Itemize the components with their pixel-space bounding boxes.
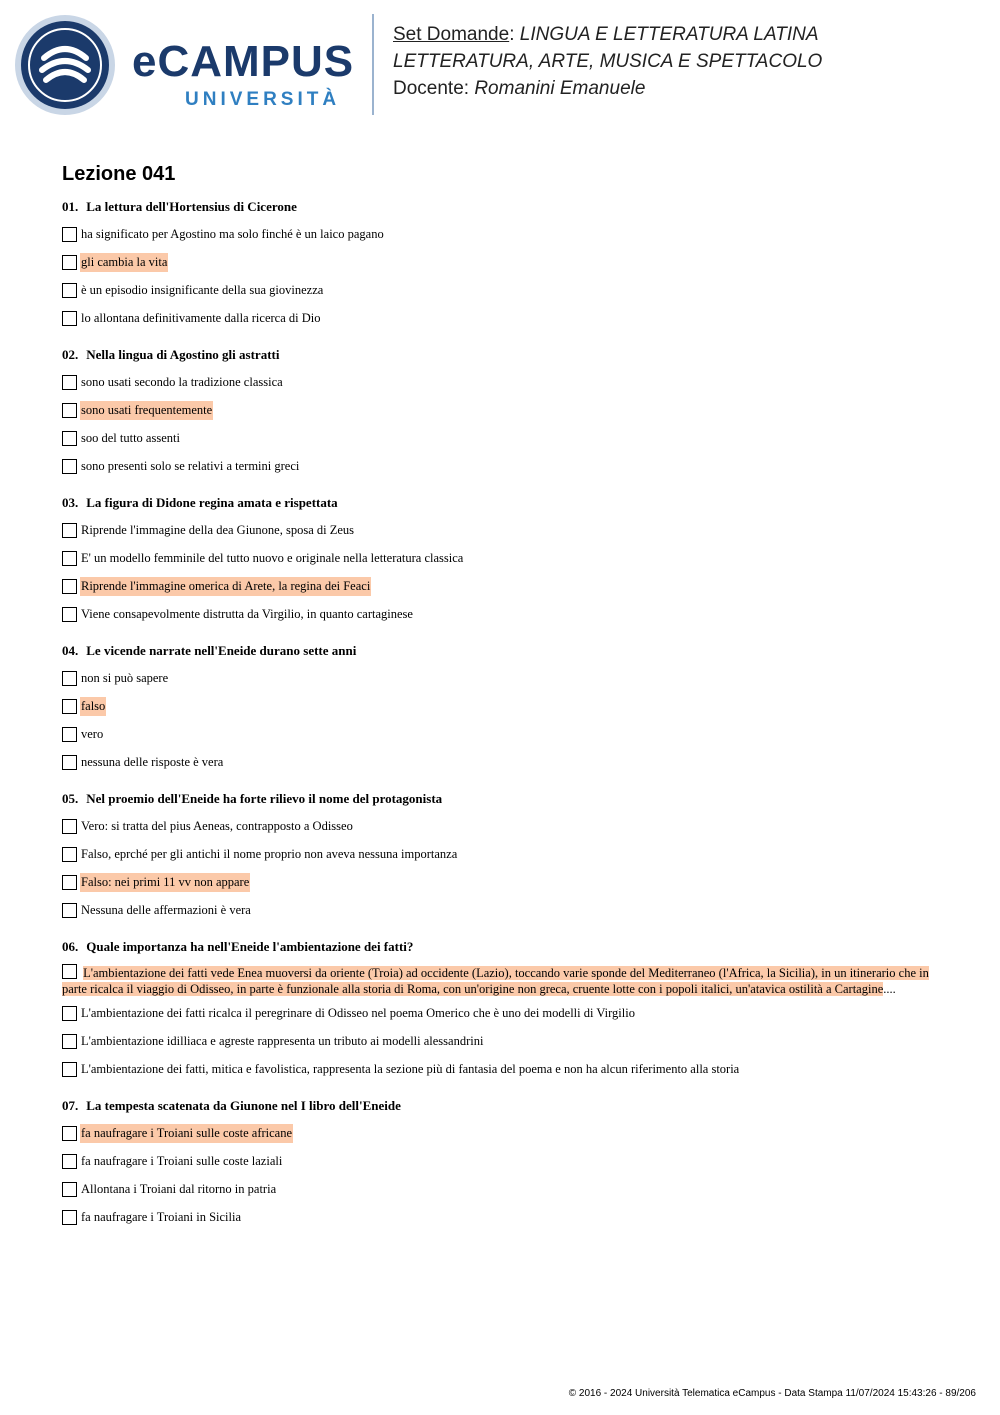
answer-option-correct[interactable]: [62, 252, 932, 272]
set-label: Set Domande: [393, 24, 510, 45]
answer-option[interactable]: [62, 752, 932, 772]
answer-option[interactable]: [62, 372, 932, 392]
answer-text: L'ambientazione dei fatti ricalca il peregrinare di Odisseo nel poema Omerico che è uno dei modelli di Virgilio: [81, 1005, 635, 1020]
answer-text: sono usati secondo la tradizione classica: [81, 374, 283, 389]
page-header: [0, 0, 1000, 130]
question-number: 04.: [62, 643, 79, 658]
answer-text: Vero: si tratta del pius Aeneas, contrapposto a Odisseo: [81, 818, 353, 833]
checkbox[interactable]: [62, 1126, 77, 1141]
answer-text: vero: [81, 726, 104, 741]
answer-option[interactable]: [62, 308, 932, 328]
answer-option[interactable]: [62, 816, 932, 836]
answer-option[interactable]: [62, 724, 932, 744]
answer-text: Allontana i Troiani dal ritorno in patria: [81, 1181, 277, 1196]
answer-text: falso: [80, 697, 106, 716]
checkbox[interactable]: [62, 903, 77, 918]
checkbox[interactable]: [62, 1034, 77, 1049]
logo-subtitle: UNIVERSITÀ: [185, 89, 341, 110]
checkbox[interactable]: [62, 671, 77, 686]
answer-text: fa naufragare i Troiani sulle coste laziali: [81, 1153, 283, 1168]
checkbox[interactable]: [62, 1210, 77, 1225]
answer-text: E' un modello femminile del tutto nuovo e originale nella letteratura classica: [81, 550, 464, 565]
checkbox[interactable]: [62, 607, 77, 622]
checkbox[interactable]: [62, 255, 77, 270]
checkbox[interactable]: [62, 523, 77, 538]
set-value-line2: LETTERATURA, ARTE, MUSICA E SPETTACOLO: [393, 51, 823, 72]
answer-option[interactable]: [62, 548, 932, 568]
answer-text: L'ambientazione dei fatti, mitica e favolistica, rappresenta la sezione più di fantasia del poema e non ha alcun riferimento alla storia: [81, 1061, 740, 1076]
answer-text: L'ambientazione idilliaca e agreste rappresenta un tributo ai modelli alessandrini: [81, 1033, 484, 1048]
question: [62, 345, 932, 476]
answer-text: Viene consapevolmente distrutta da Virgilio, in quanto cartaginese: [81, 606, 413, 621]
question-number: 05.: [62, 791, 79, 806]
checkbox[interactable]: [62, 551, 77, 566]
answer-option[interactable]: [62, 1151, 932, 1171]
answer-option-correct[interactable]: [62, 964, 932, 997]
checkbox[interactable]: [62, 311, 77, 326]
answer-text: Riprende l'immagine omerica di Arete, la regina dei Feaci: [80, 577, 371, 596]
answer-option[interactable]: [62, 224, 932, 244]
ecampus-logo-icon: [14, 14, 116, 116]
answer-ellipsis: ....: [883, 982, 896, 996]
answer-text: Falso: nei primi 11 vv non appare: [80, 873, 250, 892]
question-title: La tempesta scatenata da Giunone nel I libro dell'Eneide: [86, 1098, 401, 1113]
checkbox[interactable]: [62, 727, 77, 742]
checkbox[interactable]: [62, 459, 77, 474]
answer-text: ha significato per Agostino ma solo finché è un laico pagano: [81, 226, 384, 241]
answer-text: nessuna delle risposte è vera: [81, 754, 224, 769]
checkbox[interactable]: [62, 699, 77, 714]
answer-option[interactable]: [62, 844, 932, 864]
question-title: La figura di Didone regina amata e rispettata: [86, 495, 338, 510]
answer-option[interactable]: [62, 1003, 932, 1023]
answer-option-correct[interactable]: [62, 872, 932, 892]
answer-option[interactable]: [62, 1207, 932, 1227]
question-title: Le vicende narrate nell'Eneide durano sette anni: [86, 643, 357, 658]
answer-option[interactable]: [62, 520, 932, 540]
question-number: 06.: [62, 939, 79, 954]
checkbox[interactable]: [62, 1182, 77, 1197]
answer-option[interactable]: [62, 1031, 932, 1051]
docente-value: Romanini Emanuele: [474, 78, 646, 99]
answer-text: sono usati frequentemente: [80, 401, 213, 420]
header-divider: [372, 14, 374, 115]
answer-text: fa naufragare i Troiani in Sicilia: [81, 1209, 242, 1224]
question-title: La lettura dell'Hortensius di Cicerone: [86, 199, 297, 214]
answer-text: soo del tutto assenti: [81, 430, 180, 445]
answer-option[interactable]: [62, 668, 932, 688]
question-title: Quale importanza ha nell'Eneide l'ambientazione dei fatti?: [86, 939, 414, 954]
question: [62, 789, 932, 920]
checkbox[interactable]: [62, 283, 77, 298]
checkbox[interactable]: [62, 1154, 77, 1169]
docente-label: Docente:: [393, 78, 470, 99]
question-number: 07.: [62, 1098, 79, 1113]
answer-text: Nessuna delle affermazioni è vera: [81, 902, 251, 917]
answer-text: fa naufragare i Troiani sulle coste africane: [80, 1124, 293, 1143]
answer-option-correct[interactable]: [62, 400, 932, 420]
question: [62, 493, 932, 624]
lesson-title: Lezione 041: [62, 163, 176, 185]
page-footer: © 2016 - 2024 Università Telematica eCampus - Data Stampa 11/07/2024 15:43:26 - 89/206: [568, 1388, 976, 1399]
checkbox[interactable]: [62, 1062, 77, 1077]
question-title: Nel proemio dell'Eneide ha forte rilievo il nome del protagonista: [86, 791, 443, 806]
question-number: 03.: [62, 495, 79, 510]
checkbox[interactable]: [62, 964, 77, 979]
answer-text: è un episodio insignificante della sua giovinezza: [81, 282, 324, 297]
checkbox[interactable]: [62, 847, 77, 862]
checkbox[interactable]: [62, 579, 77, 594]
answer-option[interactable]: [62, 428, 932, 448]
answer-text: non si può sapere: [81, 670, 169, 685]
answer-option[interactable]: [62, 604, 932, 624]
question: [62, 197, 932, 328]
answer-option-correct[interactable]: [62, 576, 932, 596]
answer-option[interactable]: [62, 280, 932, 300]
answer-option-correct[interactable]: [62, 1123, 932, 1143]
checkbox[interactable]: [62, 227, 77, 242]
question-number: 02.: [62, 347, 79, 362]
questions-list: [62, 197, 932, 1244]
checkbox[interactable]: [62, 819, 77, 834]
question: [62, 1096, 932, 1227]
answer-text: sono presenti solo se relativi a termini greci: [81, 458, 300, 473]
answer-text: L'ambientazione dei fatti vede Enea muoversi da oriente (Troia) ad occidente (Lazio), toccando varie sponde del Mediterraneo (l'Africa, la Sicilia), in un itinerario che in parte ricalca il viaggio di Odisseo, in parte è funzionale alla storia di Roma, con un'origine non greca, cruente lotte con i popoli italici, un'atavica ostilità a Cartagine: [62, 966, 929, 996]
checkbox[interactable]: [62, 755, 77, 770]
question: [62, 641, 932, 772]
answer-text: Falso, eprché per gli antichi il nome proprio non aveva nessuna importanza: [81, 846, 458, 861]
checkbox[interactable]: [62, 1006, 77, 1021]
logo-wordmark: eCAMPUS: [132, 37, 355, 86]
set-info: Set Domande: LINGUA E LETTERATURA LATINA LETTERATURA, ARTE, MUSICA E SPETTACOLO Docente: Romanini Emanuele: [393, 24, 823, 99]
checkbox[interactable]: [62, 431, 77, 446]
checkbox[interactable]: [62, 403, 77, 418]
checkbox[interactable]: [62, 875, 77, 890]
answer-text: Riprende l'immagine della dea Giunone, sposa di Zeus: [81, 522, 355, 537]
set-value-line1: LINGUA E LETTERATURA LATINA: [519, 24, 819, 45]
answer-option[interactable]: [62, 1059, 932, 1079]
answer-option[interactable]: [62, 456, 932, 476]
question-number: 01.: [62, 199, 79, 214]
question: [62, 937, 932, 1079]
question-title: Nella lingua di Agostino gli astratti: [86, 347, 280, 362]
answer-option[interactable]: [62, 900, 932, 920]
answer-text: gli cambia la vita: [80, 253, 168, 272]
checkbox[interactable]: [62, 375, 77, 390]
answer-text: lo allontana definitivamente dalla ricerca di Dio: [81, 310, 321, 325]
answer-option-correct[interactable]: [62, 696, 932, 716]
answer-option[interactable]: [62, 1179, 932, 1199]
